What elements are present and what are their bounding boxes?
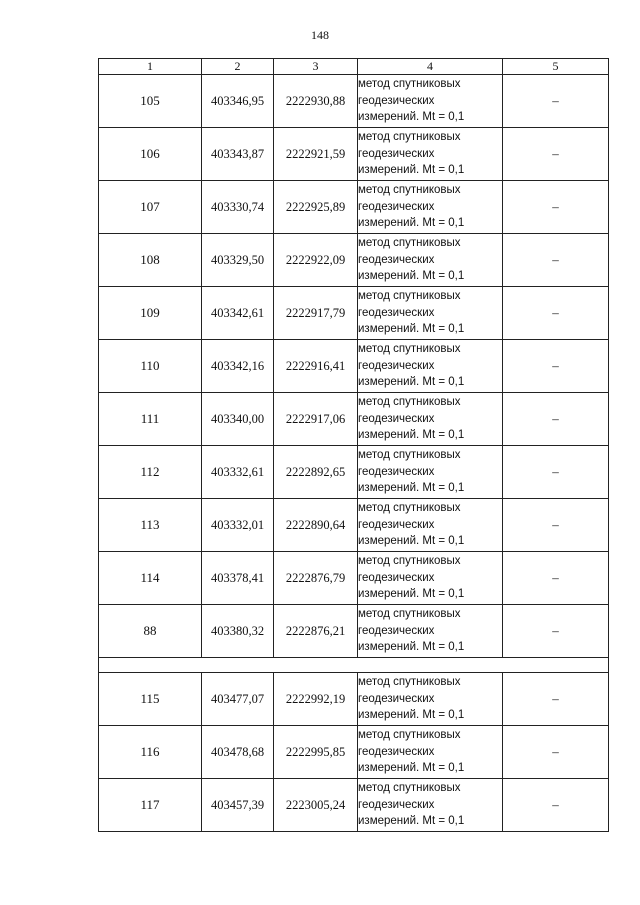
table-row — [99, 726, 609, 779]
table-row — [99, 605, 609, 658]
method-line-3: измерений. Mt = 0,1 — [358, 111, 465, 124]
note-cell: – — [503, 234, 609, 287]
note-cell: – — [503, 605, 609, 658]
method-cell — [358, 181, 503, 234]
coordinate-x: 403380,32 — [202, 605, 274, 658]
table-row — [99, 181, 609, 234]
coordinate-y: 2222916,41 — [274, 340, 358, 393]
method-line-1: метод спутниковых — [358, 184, 461, 197]
coordinate-y: 2222917,79 — [274, 287, 358, 340]
table-row — [99, 393, 609, 446]
point-number: 112 — [99, 446, 202, 499]
table-row — [99, 446, 609, 499]
method-cell — [358, 446, 503, 499]
method-line-3: измерений. Mt = 0,1 — [358, 641, 465, 654]
method-line-2: геодезических — [358, 359, 435, 372]
coordinate-x: 403343,87 — [202, 128, 274, 181]
method-line-3: измерений. Mt = 0,1 — [358, 429, 465, 442]
note-cell: – — [503, 673, 609, 726]
method-line-1: метод спутниковых — [358, 131, 461, 144]
header-cell-1: 1 — [99, 59, 202, 75]
method-line-3: измерений. Mt = 0,1 — [358, 164, 465, 177]
method-line-2: геодезических — [358, 147, 435, 160]
method-cell — [358, 287, 503, 340]
method-cell — [358, 393, 503, 446]
method-cell — [358, 673, 503, 726]
method-line-3: измерений. Mt = 0,1 — [358, 323, 465, 336]
table-row — [99, 75, 609, 128]
method-line-3: измерений. Mt = 0,1 — [358, 588, 465, 601]
method-line-2: геодезических — [358, 412, 435, 425]
point-number: 88 — [99, 605, 202, 658]
header-row — [99, 59, 609, 75]
method-line-3: измерений. Mt = 0,1 — [358, 535, 465, 548]
method-line-1: метод спутниковых — [358, 343, 461, 356]
table-row — [99, 499, 609, 552]
method-cell — [358, 605, 503, 658]
method-line-2: геодезических — [358, 465, 435, 478]
point-number: 109 — [99, 287, 202, 340]
coordinate-x: 403332,61 — [202, 446, 274, 499]
method-line-3: измерений. Mt = 0,1 — [358, 217, 465, 230]
note-cell: – — [503, 75, 609, 128]
point-number: 115 — [99, 673, 202, 726]
coordinate-x: 403342,61 — [202, 287, 274, 340]
note-cell: – — [503, 446, 609, 499]
table-row — [99, 128, 609, 181]
method-line-2: геодезических — [358, 798, 435, 811]
coordinate-x: 403346,95 — [202, 75, 274, 128]
coordinate-y: 2222995,85 — [274, 726, 358, 779]
method-line-3: измерений. Mt = 0,1 — [358, 376, 465, 389]
method-line-3: измерений. Mt = 0,1 — [358, 762, 465, 775]
page-number: 148 — [311, 28, 329, 42]
header-cell-3: 3 — [274, 59, 358, 75]
method-line-2: геодезических — [358, 571, 435, 584]
method-line-3: измерений. Mt = 0,1 — [358, 482, 465, 495]
note-cell: – — [503, 499, 609, 552]
coordinate-y: 2222892,65 — [274, 446, 358, 499]
note-cell: – — [503, 181, 609, 234]
coordinate-y: 2222992,19 — [274, 673, 358, 726]
coordinate-y: 2222925,89 — [274, 181, 358, 234]
method-line-1: метод спутниковых — [358, 237, 461, 250]
coordinate-x: 403342,16 — [202, 340, 274, 393]
coordinate-x: 403340,00 — [202, 393, 274, 446]
point-number: 110 — [99, 340, 202, 393]
point-number: 105 — [99, 75, 202, 128]
method-cell — [358, 75, 503, 128]
method-line-1: метод спутниковых — [358, 396, 461, 409]
coordinate-y: 2222876,21 — [274, 605, 358, 658]
coordinate-y: 2222930,88 — [274, 75, 358, 128]
method-line-1: метод спутниковых — [358, 555, 461, 568]
method-cell — [358, 552, 503, 605]
header-cell-5: 5 — [503, 59, 609, 75]
coordinates-table — [98, 58, 609, 832]
table-row — [99, 287, 609, 340]
method-line-2: геодезических — [358, 624, 435, 637]
coordinate-x: 403478,68 — [202, 726, 274, 779]
coordinate-x: 403329,50 — [202, 234, 274, 287]
table-row — [99, 673, 609, 726]
coordinate-y: 2222890,64 — [274, 499, 358, 552]
method-line-2: геодезических — [358, 94, 435, 107]
point-number: 108 — [99, 234, 202, 287]
method-cell — [358, 340, 503, 393]
point-number: 111 — [99, 393, 202, 446]
note-cell: – — [503, 287, 609, 340]
method-line-3: измерений. Mt = 0,1 — [358, 709, 465, 722]
method-line-2: геодезических — [358, 253, 435, 266]
point-number: 114 — [99, 552, 202, 605]
header-cell-4: 4 — [358, 59, 503, 75]
method-line-1: метод спутниковых — [358, 608, 461, 621]
coordinate-y: 2222876,79 — [274, 552, 358, 605]
table-row — [99, 552, 609, 605]
method-cell — [358, 128, 503, 181]
coordinate-x: 403378,41 — [202, 552, 274, 605]
method-line-2: геодезических — [358, 306, 435, 319]
method-line-1: метод спутниковых — [358, 502, 461, 515]
method-line-3: измерений. Mt = 0,1 — [358, 270, 465, 283]
coordinate-x: 403332,01 — [202, 499, 274, 552]
note-cell: – — [503, 128, 609, 181]
method-line-1: метод спутниковых — [358, 290, 461, 303]
method-cell — [358, 499, 503, 552]
note-cell: – — [503, 726, 609, 779]
note-cell: – — [503, 779, 609, 832]
table-row — [99, 779, 609, 832]
coordinate-y: 2222917,06 — [274, 393, 358, 446]
note-cell: – — [503, 340, 609, 393]
note-cell: – — [503, 552, 609, 605]
coordinate-y: 2222922,09 — [274, 234, 358, 287]
point-number: 113 — [99, 499, 202, 552]
method-line-1: метод спутниковых — [358, 449, 461, 462]
header-cell-2: 2 — [202, 59, 274, 75]
coordinate-x: 403477,07 — [202, 673, 274, 726]
point-number: 106 — [99, 128, 202, 181]
table-row — [99, 234, 609, 287]
method-line-1: метод спутниковых — [358, 676, 461, 689]
method-line-3: измерений. Mt = 0,1 — [358, 815, 465, 828]
table-row — [99, 340, 609, 393]
note-cell: – — [503, 393, 609, 446]
method-cell — [358, 726, 503, 779]
point-number: 107 — [99, 181, 202, 234]
coordinate-x: 403330,74 — [202, 181, 274, 234]
separator-cell — [99, 658, 609, 673]
coordinate-y: 2222921,59 — [274, 128, 358, 181]
method-line-2: геодезических — [358, 200, 435, 213]
coordinate-x: 403457,39 — [202, 779, 274, 832]
method-line-2: геодезических — [358, 745, 435, 758]
method-cell — [358, 779, 503, 832]
method-line-2: геодезических — [358, 692, 435, 705]
point-number: 116 — [99, 726, 202, 779]
method-line-1: метод спутниковых — [358, 78, 461, 91]
point-number: 117 — [99, 779, 202, 832]
coordinate-y: 2223005,24 — [274, 779, 358, 832]
method-cell — [358, 234, 503, 287]
section-separator-row — [99, 658, 609, 673]
table-body — [99, 75, 609, 832]
method-line-1: метод спутниковых — [358, 782, 461, 795]
method-line-1: метод спутниковых — [358, 729, 461, 742]
method-line-2: геодезических — [358, 518, 435, 531]
